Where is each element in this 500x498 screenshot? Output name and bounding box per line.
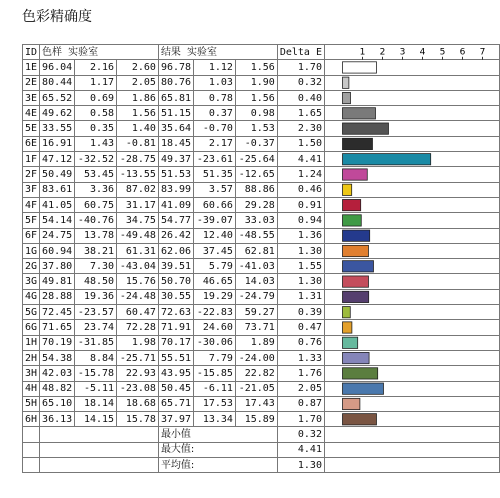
result-l: 37.97 (158, 412, 193, 427)
result-l: 50.45 (158, 381, 193, 396)
sample-b: 1.56 (117, 106, 159, 121)
bar-cell (324, 243, 499, 258)
sample-b: 2.60 (117, 60, 159, 75)
sample-b: -23.08 (117, 381, 159, 396)
sample-a: 2.16 (75, 60, 117, 75)
row-id: 4F (23, 197, 40, 212)
row-id: 1G (23, 243, 40, 258)
sample-b: -25.71 (117, 350, 159, 365)
result-a: 17.53 (194, 396, 236, 411)
sample-b: 1.86 (117, 90, 159, 105)
bar-cell (324, 259, 499, 274)
sample-b: -49.48 (117, 228, 159, 243)
table-row (23, 320, 500, 335)
table-row (23, 90, 500, 105)
header-id: ID (23, 45, 40, 60)
delta-e-value: 0.47 (277, 320, 324, 335)
sample-a: -5.11 (75, 381, 117, 396)
result-l: 62.06 (158, 243, 193, 258)
table-row (23, 75, 500, 90)
sample-b: 34.75 (117, 213, 159, 228)
result-a: 2.17 (194, 136, 236, 151)
delta-e-value: 1.31 (277, 289, 324, 304)
table-row (23, 381, 500, 396)
delta-e-value: 1.36 (277, 228, 324, 243)
sample-a: 1.43 (75, 136, 117, 151)
result-b: -48.55 (235, 228, 277, 243)
delta-e-value: 1.24 (277, 167, 324, 182)
sample-b: 61.31 (117, 243, 159, 258)
bar-cell (324, 381, 499, 396)
header-result: 结果 实验室 (158, 45, 277, 60)
sample-l: 60.94 (40, 243, 75, 258)
row-id: 6F (23, 228, 40, 243)
sample-l: 71.65 (40, 320, 75, 335)
result-b: -24.79 (235, 289, 277, 304)
delta-e-value: 0.91 (277, 197, 324, 212)
row-id: 5H (23, 396, 40, 411)
sample-l: 80.44 (40, 75, 75, 90)
sample-a: 13.78 (75, 228, 117, 243)
bar-cell (324, 60, 499, 75)
axis-header (324, 45, 499, 60)
summary-blank (40, 427, 159, 442)
result-a: 13.34 (194, 412, 236, 427)
summary-row (23, 442, 500, 457)
sample-a: 8.84 (75, 350, 117, 365)
sample-l: 37.80 (40, 259, 75, 274)
delta-e-value: 4.41 (277, 152, 324, 167)
result-l: 83.99 (158, 182, 193, 197)
bar-cell (324, 90, 499, 105)
result-b: -21.05 (235, 381, 277, 396)
result-a: 46.65 (194, 274, 236, 289)
result-l: 39.51 (158, 259, 193, 274)
summary-value: 0.32 (277, 427, 324, 442)
row-id: 3H (23, 366, 40, 381)
sample-b: 2.05 (117, 75, 159, 90)
result-a: -15.85 (194, 366, 236, 381)
sample-l: 24.75 (40, 228, 75, 243)
row-id: 4G (23, 289, 40, 304)
summary-blank (23, 458, 40, 473)
color-accuracy-table (22, 44, 500, 473)
result-l: 51.15 (158, 106, 193, 121)
result-l: 65.81 (158, 90, 193, 105)
row-id: 2E (23, 75, 40, 90)
delta-e-value: 1.30 (277, 274, 324, 289)
result-a: -30.06 (194, 335, 236, 350)
result-l: 70.17 (158, 335, 193, 350)
table-row (23, 335, 500, 350)
result-l: 30.55 (158, 289, 193, 304)
sample-l: 83.61 (40, 182, 75, 197)
table-row (23, 274, 500, 289)
bar-cell (324, 274, 499, 289)
result-l: 71.91 (158, 320, 193, 335)
table-row (23, 213, 500, 228)
result-l: 49.37 (158, 152, 193, 167)
summary-blank (40, 442, 159, 457)
result-b: -41.03 (235, 259, 277, 274)
sample-l: 36.13 (40, 412, 75, 427)
sample-b: -43.04 (117, 259, 159, 274)
result-b: 0.98 (235, 106, 277, 121)
sample-a: 0.69 (75, 90, 117, 105)
result-l: 26.42 (158, 228, 193, 243)
summary-label: 最大值: (158, 442, 277, 457)
result-b: 1.56 (235, 90, 277, 105)
sample-l: 47.12 (40, 152, 75, 167)
x-tick-label: 5 (439, 47, 446, 58)
sample-l: 65.10 (40, 396, 75, 411)
delta-e-value: 0.40 (277, 90, 324, 105)
delta-e-value: 1.30 (277, 243, 324, 258)
result-b: 33.03 (235, 213, 277, 228)
result-l: 43.95 (158, 366, 193, 381)
sample-a: 18.14 (75, 396, 117, 411)
sample-b: -28.75 (117, 152, 159, 167)
row-id: 5E (23, 121, 40, 136)
delta-e-value: 0.39 (277, 305, 324, 320)
delta-e-value: 0.32 (277, 75, 324, 90)
table-row (23, 396, 500, 411)
row-id: 3F (23, 182, 40, 197)
sample-l: 41.05 (40, 197, 75, 212)
sample-b: 60.47 (117, 305, 159, 320)
table-row (23, 60, 500, 75)
delta-e-value: 1.70 (277, 412, 324, 427)
sample-a: 60.75 (75, 197, 117, 212)
result-l: 41.09 (158, 197, 193, 212)
sample-b: -13.55 (117, 167, 159, 182)
result-l: 72.63 (158, 305, 193, 320)
result-a: 24.60 (194, 320, 236, 335)
result-l: 18.45 (158, 136, 193, 151)
sample-a: 0.58 (75, 106, 117, 121)
table-row (23, 366, 500, 381)
summary-value: 1.30 (277, 458, 324, 473)
result-b: -0.37 (235, 136, 277, 151)
result-b: 59.27 (235, 305, 277, 320)
sample-l: 16.91 (40, 136, 75, 151)
bar-cell (324, 289, 499, 304)
summary-label: 平均值: (158, 458, 277, 473)
table-row (23, 228, 500, 243)
bar-cell (324, 335, 499, 350)
result-a: 51.35 (194, 167, 236, 182)
table-row (23, 243, 500, 258)
result-b: 1.56 (235, 60, 277, 75)
bar-cell (324, 320, 499, 335)
sample-a: -32.52 (75, 152, 117, 167)
table-row (23, 350, 500, 365)
result-l: 54.77 (158, 213, 193, 228)
bar-cell (324, 366, 499, 381)
table-row (23, 289, 500, 304)
summary-label: 最小值 (158, 427, 277, 442)
sample-b: 18.68 (117, 396, 159, 411)
row-id: 2F (23, 167, 40, 182)
result-a: -0.70 (194, 121, 236, 136)
sample-l: 33.55 (40, 121, 75, 136)
page-title: 色彩精确度 (22, 9, 92, 25)
bar-cell (324, 350, 499, 365)
result-b: 73.71 (235, 320, 277, 335)
result-l: 51.53 (158, 167, 193, 182)
row-id: 6H (23, 412, 40, 427)
delta-e-value: 0.76 (277, 335, 324, 350)
sample-l: 96.04 (40, 60, 75, 75)
sample-l: 70.19 (40, 335, 75, 350)
summary-row (23, 458, 500, 473)
result-b: 14.03 (235, 274, 277, 289)
result-b: 88.86 (235, 182, 277, 197)
row-id: 2H (23, 350, 40, 365)
sample-b: 1.98 (117, 335, 159, 350)
x-tick-label: 6 (459, 47, 466, 58)
delta-e-value: 1.65 (277, 106, 324, 121)
result-b: 1.53 (235, 121, 277, 136)
sample-a: 7.30 (75, 259, 117, 274)
result-b: 29.28 (235, 197, 277, 212)
sample-l: 65.52 (40, 90, 75, 105)
x-tick-label: 3 (399, 47, 406, 58)
row-id: 3G (23, 274, 40, 289)
table-row (23, 197, 500, 212)
summary-blank (23, 427, 40, 442)
row-id: 1H (23, 335, 40, 350)
result-l: 35.64 (158, 121, 193, 136)
table-row (23, 121, 500, 136)
result-b: -12.65 (235, 167, 277, 182)
row-id: 3E (23, 90, 40, 105)
sample-l: 54.38 (40, 350, 75, 365)
row-id: 6G (23, 320, 40, 335)
result-a: -22.83 (194, 305, 236, 320)
sample-a: 3.36 (75, 182, 117, 197)
result-b: 62.81 (235, 243, 277, 258)
result-a: 3.57 (194, 182, 236, 197)
delta-e-value: 0.94 (277, 213, 324, 228)
result-a: 7.79 (194, 350, 236, 365)
result-a: 0.78 (194, 90, 236, 105)
bar-cell (324, 75, 499, 90)
table-row (23, 182, 500, 197)
sample-b: 15.78 (117, 412, 159, 427)
delta-e-value: 2.30 (277, 121, 324, 136)
summary-chart-blank (324, 458, 499, 473)
sample-b: 22.93 (117, 366, 159, 381)
result-a: 60.66 (194, 197, 236, 212)
sample-b: -0.81 (117, 136, 159, 151)
sample-a: 48.50 (75, 274, 117, 289)
bar-cell (324, 213, 499, 228)
sample-l: 42.03 (40, 366, 75, 381)
result-b: 1.90 (235, 75, 277, 90)
bar-cell (324, 197, 499, 212)
delta-e-value: 1.70 (277, 60, 324, 75)
sample-b: 72.28 (117, 320, 159, 335)
row-id: 5G (23, 305, 40, 320)
result-a: 19.29 (194, 289, 236, 304)
result-a: -39.07 (194, 213, 236, 228)
bar-cell (324, 106, 499, 121)
delta-e-value: 0.87 (277, 396, 324, 411)
delta-e-value: 1.76 (277, 366, 324, 381)
sample-a: 38.21 (75, 243, 117, 258)
result-a: -23.61 (194, 152, 236, 167)
x-tick-label: 4 (419, 47, 426, 58)
sample-b: 87.02 (117, 182, 159, 197)
result-a: 1.03 (194, 75, 236, 90)
delta-e-value: 2.05 (277, 381, 324, 396)
header-delta: Delta E (277, 45, 324, 60)
sample-a: -23.57 (75, 305, 117, 320)
row-id: 5F (23, 213, 40, 228)
table-row (23, 152, 500, 167)
table-row (23, 305, 500, 320)
bar-cell (324, 305, 499, 320)
sample-b: 15.76 (117, 274, 159, 289)
row-id: 2G (23, 259, 40, 274)
sample-l: 72.45 (40, 305, 75, 320)
row-id: 4H (23, 381, 40, 396)
delta-e-value: 1.33 (277, 350, 324, 365)
result-l: 55.51 (158, 350, 193, 365)
table-row (23, 412, 500, 427)
bar-cell (324, 396, 499, 411)
result-a: 5.79 (194, 259, 236, 274)
result-a: 0.37 (194, 106, 236, 121)
sample-a: -15.78 (75, 366, 117, 381)
bar-cell (324, 228, 499, 243)
delta-e-value: 0.46 (277, 182, 324, 197)
result-l: 50.70 (158, 274, 193, 289)
sample-a: -40.76 (75, 213, 117, 228)
result-a: 1.12 (194, 60, 236, 75)
result-b: 15.89 (235, 412, 277, 427)
delta-e-value: 1.50 (277, 136, 324, 151)
summary-chart-blank (324, 442, 499, 457)
summary-value: 4.41 (277, 442, 324, 457)
result-a: -6.11 (194, 381, 236, 396)
result-b: 17.43 (235, 396, 277, 411)
table-row (23, 259, 500, 274)
table-row (23, 106, 500, 121)
sample-b: 1.40 (117, 121, 159, 136)
x-tick-label: 7 (479, 47, 486, 58)
header-row (23, 45, 500, 60)
sample-a: 14.15 (75, 412, 117, 427)
sample-a: 0.35 (75, 121, 117, 136)
sample-l: 28.88 (40, 289, 75, 304)
bar-cell (324, 182, 499, 197)
result-l: 65.71 (158, 396, 193, 411)
summary-blank (40, 458, 159, 473)
sample-l: 50.49 (40, 167, 75, 182)
result-b: 1.89 (235, 335, 277, 350)
sample-b: 31.17 (117, 197, 159, 212)
result-a: 37.45 (194, 243, 236, 258)
result-a: 12.40 (194, 228, 236, 243)
sample-a: 53.45 (75, 167, 117, 182)
bar-cell (324, 121, 499, 136)
x-tick-label: 1 (359, 47, 366, 58)
row-id: 1E (23, 60, 40, 75)
sample-a: -31.85 (75, 335, 117, 350)
row-id: 4E (23, 106, 40, 121)
result-b: -25.64 (235, 152, 277, 167)
sample-b: -24.48 (117, 289, 159, 304)
header-sample: 色样 实验室 (40, 45, 159, 60)
bar-cell (324, 152, 499, 167)
result-b: 22.82 (235, 366, 277, 381)
summary-chart-blank (324, 427, 499, 442)
table-row (23, 136, 500, 151)
row-id: 1F (23, 152, 40, 167)
x-tick-label: 2 (379, 47, 386, 58)
sample-a: 19.36 (75, 289, 117, 304)
table-row (23, 167, 500, 182)
result-l: 96.78 (158, 60, 193, 75)
sample-l: 49.81 (40, 274, 75, 289)
summary-row (23, 427, 500, 442)
bar-cell (324, 136, 499, 151)
sample-l: 54.14 (40, 213, 75, 228)
sample-l: 48.82 (40, 381, 75, 396)
sample-l: 49.62 (40, 106, 75, 121)
bar-cell (324, 167, 499, 182)
row-id: 6E (23, 136, 40, 151)
sample-a: 23.74 (75, 320, 117, 335)
delta-e-value: 1.55 (277, 259, 324, 274)
sample-a: 1.17 (75, 75, 117, 90)
result-b: -24.00 (235, 350, 277, 365)
bar-cell (324, 412, 499, 427)
summary-blank (23, 442, 40, 457)
result-l: 80.76 (158, 75, 193, 90)
